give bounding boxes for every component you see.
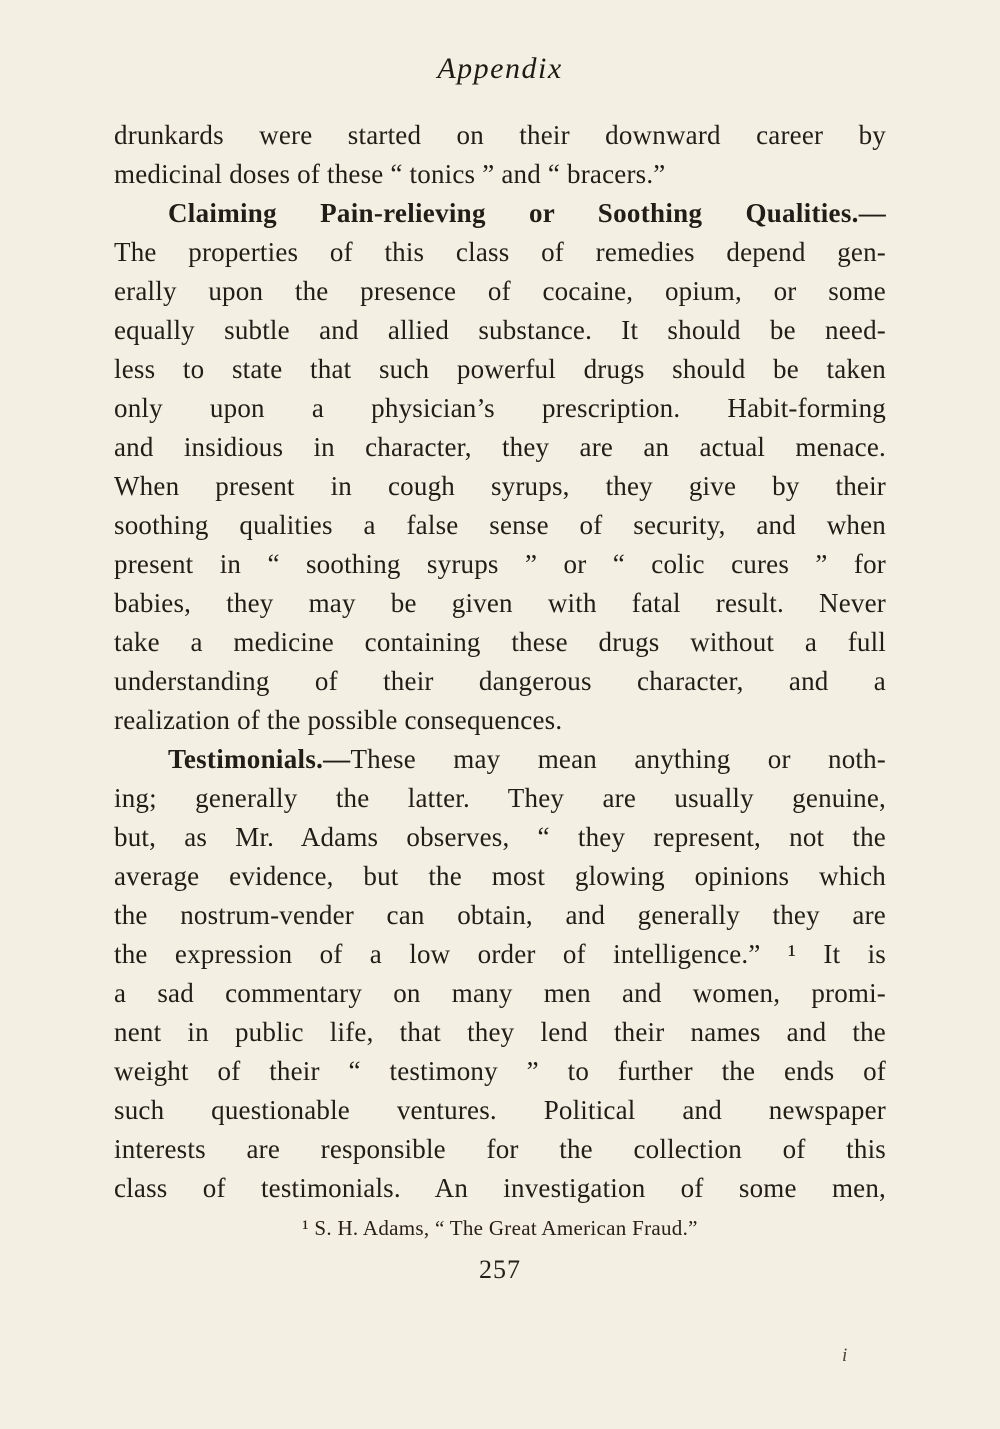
text-line: understanding of their dangerous character, and a [114,666,886,696]
text-line [114,194,886,233]
text-line: average evidence, but the most glowing opinions which [114,861,886,891]
text-line: realization of the possible consequences. [114,705,563,735]
text-line: such questionable ventures. Political and newspaper [114,1095,886,1125]
scan-artifact: i [842,1345,848,1366]
text-line: drunkards were started on their downward career by [114,120,886,150]
page-title: Appendix [437,52,563,85]
text-line: present in “ soothing syrups ” or “ colic cures ” for [114,549,886,579]
text-line: only upon a physician’s prescription. Habit-forming [114,393,886,423]
text-line: When present in cough syrups, they give by their [114,471,886,501]
text-line: interests are responsible for the collection of this [114,1134,886,1164]
text-line: equally subtle and allied substance. It should be need- [114,315,886,345]
text-line: babies, they may be given with fatal result. Never [114,588,886,618]
text-line: medicinal doses of these “ tonics ” and “ bracers.” [114,159,666,189]
text-line: nent in public life, that they lend their names and the [114,1017,886,1047]
body-text [114,116,886,1208]
text-line: Testimonials.—These may mean anything or noth- [168,744,886,774]
text-line: the nostrum-vender can obtain, and generally they are [114,900,886,930]
text-line: weight of their “ testimony ” to further the ends of [114,1056,886,1086]
text-line: less to state that such powerful drugs should be taken [114,354,886,384]
text-line: The properties of this class of remedies depend gen- [114,237,886,267]
text-line: the expression of a low order of intelligence.” ¹ It is [114,939,886,969]
text-line: soothing qualities a false sense of security, and when [114,510,886,540]
footnote: ¹ S. H. Adams, “ The Great American Fraud.” [302,1216,698,1240]
text-line: class of testimonials. An investigation of some men, [114,1173,886,1203]
bold-lead-in: Claiming Pain-relieving or Soothing Qualities.— [168,198,886,228]
text-line: take a medicine containing these drugs without a full [114,627,886,657]
text-line: a sad commentary on many men and women, promi- [114,978,886,1008]
text-line: but, as Mr. Adams observes, “ they represent, not the [114,822,886,852]
text-line: and insidious in character, they are an actual menace. [114,432,886,462]
text-line: erally upon the presence of cocaine, opium, or some [114,276,886,306]
page-number: 257 [479,1255,521,1284]
text-line: ing; generally the latter. They are usually genuine, [114,783,886,813]
bold-lead-in: Testimonials.— [168,744,351,774]
